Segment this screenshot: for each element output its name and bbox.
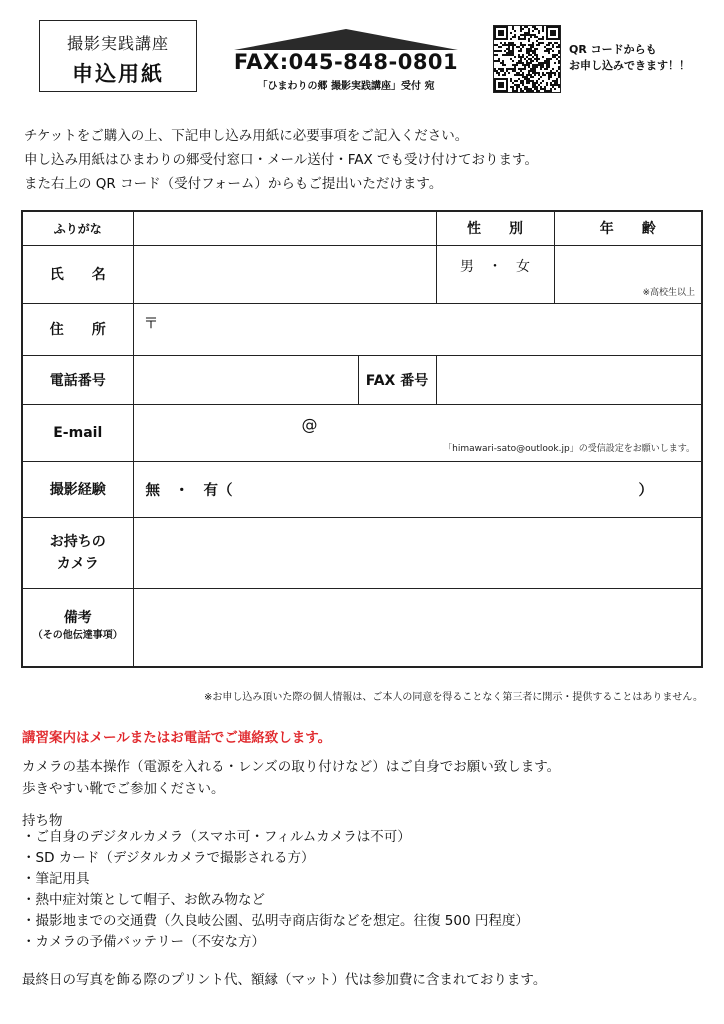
- intro-line: 申し込み用紙はひまわりの郷受付窓口・メール送付・FAX でも受け付けております。: [24, 152, 538, 168]
- list-item: ・ご自身のデジタルカメラ（スマホ可・フィルムカメラは不可）: [22, 829, 411, 845]
- furigana-field[interactable]: [133, 211, 436, 245]
- items-list: [22, 827, 529, 953]
- age-note: ※高校生以上: [642, 287, 695, 298]
- phone-field[interactable]: [133, 355, 358, 404]
- instruction-line: カメラの基本操作（電源を入れる・レンズの取り付けなど）はご自身でお願い致します。: [22, 759, 561, 775]
- fax-label: FAX 番号: [358, 355, 436, 404]
- gender-options: 男 ・ 女: [460, 258, 530, 275]
- gender-label: 性 別: [436, 211, 554, 245]
- address-field[interactable]: [133, 303, 702, 355]
- privacy-note: ※お申し込み頂いた際の個人情報は、ご本人の同意を得ることなく第三者に開示・提供することはありません。: [204, 692, 703, 703]
- name-field[interactable]: [133, 245, 436, 303]
- list-item: ・筆記用具: [22, 871, 90, 887]
- experience-label: 撮影経験: [22, 461, 133, 517]
- remarks-field[interactable]: [133, 588, 702, 667]
- remarks-label: [22, 588, 133, 667]
- furigana-label: ふりがな: [22, 211, 133, 245]
- email-label: E-mail: [22, 404, 133, 461]
- camera-field[interactable]: [133, 517, 702, 588]
- fee-note: 最終日の写真を飾る際のプリント代、額縁（マット）代は参加費に含まれております。: [22, 972, 547, 988]
- email-field[interactable]: [133, 404, 702, 461]
- qr-caption: [569, 42, 690, 74]
- gender-field[interactable]: [436, 245, 554, 303]
- roof-shape: [234, 29, 458, 51]
- intro-text: [24, 124, 538, 196]
- experience-close: ）: [638, 483, 653, 499]
- intro-line: また右上の QR コード（受付フォーム）からもご提出いただけます。: [24, 176, 443, 192]
- instruction-line: 歩きやすい靴でご参加ください。: [22, 781, 225, 797]
- fax-field[interactable]: [436, 355, 702, 404]
- camera-label-line2: カメラ: [56, 555, 99, 572]
- application-form: [21, 210, 703, 668]
- age-field[interactable]: [554, 245, 702, 303]
- address-label: 住 所: [22, 303, 133, 355]
- instructions: [22, 756, 560, 800]
- name-label: 氏 名: [22, 245, 133, 303]
- fax-number: FAX:045-848-0801: [233, 50, 459, 74]
- items-title: 持ち物: [22, 813, 63, 829]
- email-receive-note: 「himawari-sato@outlook.jp」の受信設定をお願いします。: [443, 443, 695, 454]
- list-item: ・カメラの予備バッテリー（不安な方）: [22, 934, 265, 950]
- postal-mark: 〒: [143, 313, 159, 332]
- experience-field[interactable]: [133, 461, 702, 517]
- age-label: 年 齢: [554, 211, 702, 245]
- list-item: ・SD カード（デジタルカメラで撮影される方）: [22, 850, 315, 866]
- contact-notice: 講習案内はメールまたはお電話でご連絡致します。: [22, 730, 332, 746]
- experience-options: 無 ・ 有（: [145, 483, 233, 499]
- camera-label-line1: お持ちの: [49, 533, 106, 550]
- camera-label: [22, 517, 133, 588]
- qr-caption-line1: QR コードからも: [569, 43, 657, 56]
- course-title: 撮影実践講座: [66, 34, 169, 53]
- list-item: ・撮影地までの交通費（久良岐公園、弘明寺商店街などを想定。往復 500 円程度）: [22, 913, 529, 929]
- form-title: 申込用紙: [72, 62, 164, 86]
- at-mark: @: [301, 414, 318, 434]
- list-item: ・熱中症対策として帽子、お飲み物など: [22, 892, 265, 908]
- qr-code[interactable]: [493, 25, 561, 93]
- intro-line: チケットをご購入の上、下記申し込み用紙に必要事項をご記入ください。: [24, 128, 469, 144]
- qr-caption-line2: お申し込みできます！！: [569, 59, 690, 72]
- form-title-box: [39, 20, 197, 92]
- remarks-label-sub: （その他伝達事項）: [32, 630, 123, 642]
- remarks-label-main: 備考: [63, 610, 92, 627]
- fax-recipient: 「ひまわりの郷 撮影実践講座」受付 宛: [257, 81, 435, 92]
- phone-label: 電話番号: [22, 355, 133, 404]
